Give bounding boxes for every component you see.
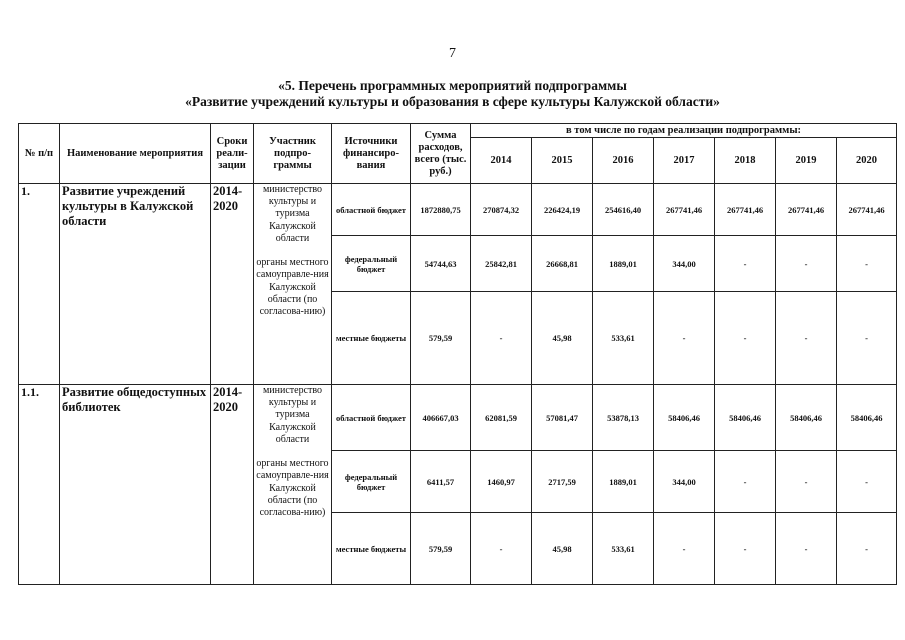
year-value: - [654, 292, 715, 385]
header-year: 2016 [593, 138, 654, 184]
year-value: - [837, 513, 897, 585]
header-years-caption: в том числе по годам реализации подпрограммы: [471, 124, 897, 138]
header-name: Наименование мероприятия [60, 124, 211, 184]
document-title [0, 78, 905, 110]
header-year: 2015 [532, 138, 593, 184]
year-value: 25842,81 [471, 236, 532, 292]
funding-source: федеральный бюджет [332, 451, 411, 513]
measure-name: Развитие общедоступных библиотек [60, 385, 211, 585]
year-value: 533,61 [593, 513, 654, 585]
year-value: - [776, 292, 837, 385]
program-measures-table [18, 123, 897, 585]
header-year: 2019 [776, 138, 837, 184]
year-value: 58406,46 [837, 385, 897, 451]
header-year: 2020 [837, 138, 897, 184]
funding-source: федеральный бюджет [332, 236, 411, 292]
year-value: 1889,01 [593, 451, 654, 513]
header-year: 2018 [715, 138, 776, 184]
header-year: 2017 [654, 138, 715, 184]
year-value: 45,98 [532, 292, 593, 385]
year-value: - [837, 292, 897, 385]
funding-source: областной бюджет [332, 385, 411, 451]
measure-number: 1. [19, 184, 60, 385]
measure-name: Развитие учреждений культуры в Калужской области [60, 184, 211, 385]
total-sum: 579,59 [411, 513, 471, 585]
year-value: - [715, 513, 776, 585]
year-value: 26668,81 [532, 236, 593, 292]
year-value: 267741,46 [654, 184, 715, 236]
year-value: 53878,13 [593, 385, 654, 451]
measure-term: 2014-2020 [211, 184, 254, 385]
year-value: - [837, 451, 897, 513]
year-value: 58406,46 [776, 385, 837, 451]
measure-participant: министерство культуры и туризма Калужской области органы местного самоуправле-ния Калужской области (по согласова-нию) [254, 385, 332, 585]
year-value: - [776, 513, 837, 585]
total-sum: 406667,03 [411, 385, 471, 451]
year-value: - [654, 513, 715, 585]
year-value: - [776, 451, 837, 513]
year-value: 267741,46 [776, 184, 837, 236]
measure-term: 2014-2020 [211, 385, 254, 585]
measure-number: 1.1. [19, 385, 60, 585]
page-number: 7 [449, 46, 456, 61]
year-value: 344,00 [654, 236, 715, 292]
funding-source: местные бюджеты [332, 513, 411, 585]
year-value: 57081,47 [532, 385, 593, 451]
year-value: - [715, 236, 776, 292]
year-value: - [715, 451, 776, 513]
header-row-top [19, 124, 897, 138]
table-body [19, 184, 897, 585]
year-value: - [837, 236, 897, 292]
year-value: 45,98 [532, 513, 593, 585]
title-line-2: «Развитие учреждений культуры и образования в сфере культуры Калужской области» [185, 94, 720, 109]
year-value: 344,00 [654, 451, 715, 513]
year-value: - [471, 292, 532, 385]
year-value: 1460,97 [471, 451, 532, 513]
header-term: Сроки реали-зации [211, 124, 254, 184]
title-line-1: «5. Перечень программных мероприятий подпрограммы [278, 78, 627, 93]
measure-participant: министерство культуры и туризма Калужской области органы местного самоуправле-ния Калужской области (по согласова-нию) [254, 184, 332, 385]
funding-source: областной бюджет [332, 184, 411, 236]
year-value: 58406,46 [715, 385, 776, 451]
year-value: - [715, 292, 776, 385]
year-value: 267741,46 [837, 184, 897, 236]
year-value: 62081,59 [471, 385, 532, 451]
year-value: 267741,46 [715, 184, 776, 236]
total-sum: 54744,63 [411, 236, 471, 292]
funding-source: местные бюджеты [332, 292, 411, 385]
year-value: 533,61 [593, 292, 654, 385]
year-value: 226424,19 [532, 184, 593, 236]
year-value: - [776, 236, 837, 292]
header-num: № п/п [19, 124, 60, 184]
year-value: 58406,46 [654, 385, 715, 451]
table-row [19, 184, 897, 236]
year-value: 270874,32 [471, 184, 532, 236]
total-sum: 579,59 [411, 292, 471, 385]
header-participant: Участник подпро-граммы [254, 124, 332, 184]
year-value: 1889,01 [593, 236, 654, 292]
table-row [19, 385, 897, 451]
year-value: - [471, 513, 532, 585]
header-sum: Сумма расходов, всего (тыс. руб.) [411, 124, 471, 184]
total-sum: 6411,57 [411, 451, 471, 513]
year-value: 254616,40 [593, 184, 654, 236]
header-year: 2014 [471, 138, 532, 184]
total-sum: 1872880,75 [411, 184, 471, 236]
year-value: 2717,59 [532, 451, 593, 513]
header-source: Источники финансиро-вания [332, 124, 411, 184]
